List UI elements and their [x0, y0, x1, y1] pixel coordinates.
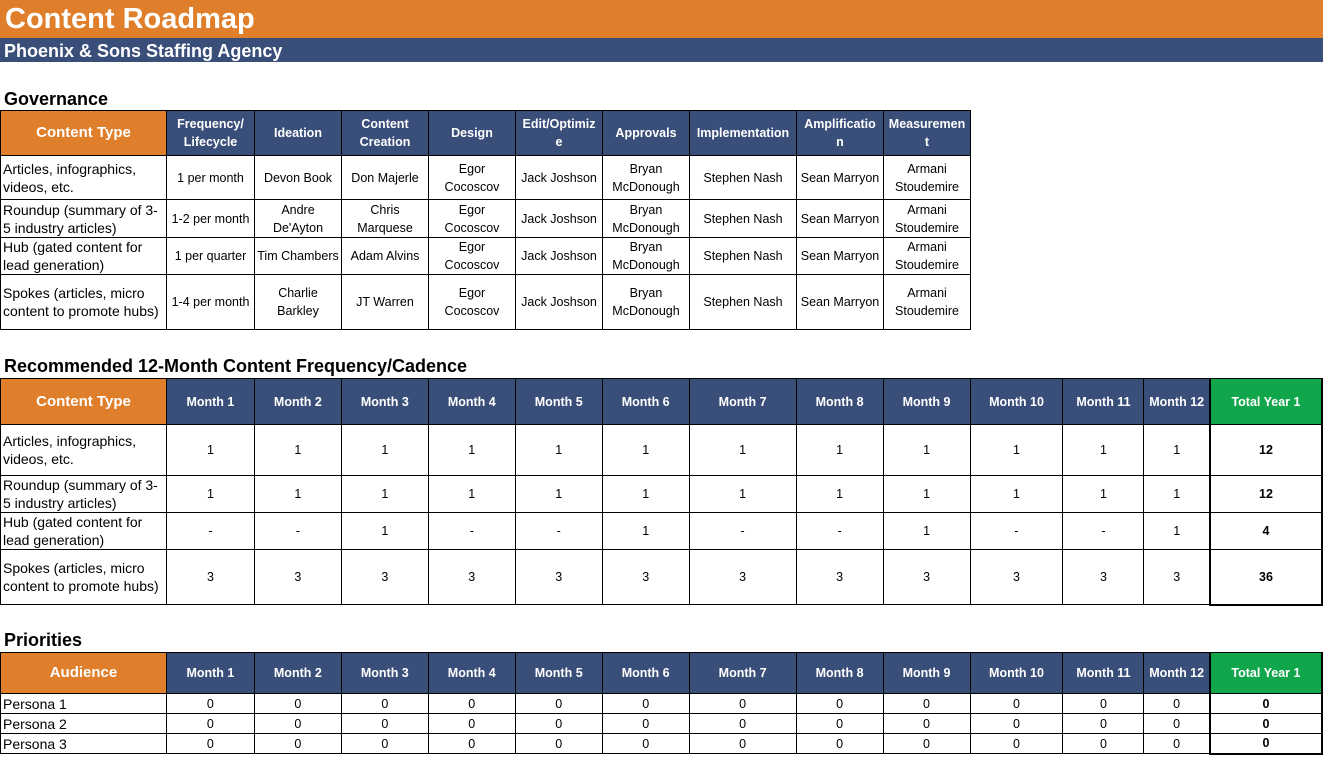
table-row [1, 513, 1323, 550]
priorities-cell: 0 [166, 714, 254, 734]
cadence-cell: Spokes (articles, micro content to promote hubs) [1, 550, 167, 605]
priorities-cell: 0 [1063, 694, 1144, 714]
governance-cell: Bryan McDonough [603, 275, 690, 330]
cadence-cell: - [796, 513, 883, 550]
cadence-cell: 1 [515, 425, 602, 476]
cadence-cell: 1 [254, 425, 341, 476]
governance-cell: Sean Marryon [797, 275, 884, 330]
cadence-cell: 3 [1063, 550, 1144, 605]
governance-cell: 1-4 per month [167, 275, 255, 330]
governance-cell: Bryan McDonough [603, 238, 690, 275]
cadence-cell: 1 [1144, 513, 1210, 550]
priorities-cell: 0 [341, 714, 428, 734]
cadence-header-9: Month 9 [883, 379, 970, 425]
cadence-cell: - [254, 513, 341, 550]
cadence-header-7: Month 7 [689, 379, 796, 425]
governance-cell: Egor Cocoscov [429, 275, 516, 330]
priorities-cell: 0 [796, 714, 883, 734]
cadence-cell: 3 [341, 550, 428, 605]
cadence-cell: 1 [341, 513, 428, 550]
priorities-cell: 0 [1210, 694, 1322, 714]
priorities-cell: 0 [602, 714, 689, 734]
priorities-header-4: Month 4 [428, 653, 515, 694]
governance-cell: Chris Marquese [342, 200, 429, 238]
cadence-header-8: Month 8 [796, 379, 883, 425]
priorities-cell: 0 [970, 714, 1063, 734]
cadence-cell: 1 [689, 425, 796, 476]
cadence-cell: 1 [166, 476, 254, 513]
governance-cell: Jack Joshson [516, 156, 603, 200]
cadence-cell: 3 [428, 550, 515, 605]
governance-header-0: Content Type [1, 111, 167, 156]
governance-header-6: Approvals [603, 111, 690, 156]
governance-cell: Charlie Barkley [255, 275, 342, 330]
priorities-cell: 0 [428, 734, 515, 754]
priorities-cell: 0 [689, 734, 796, 754]
cadence-header-4: Month 4 [428, 379, 515, 425]
governance-cell: Devon Book [255, 156, 342, 200]
cadence-cell: 1 [166, 425, 254, 476]
cadence-cell: 1 [1144, 425, 1210, 476]
priorities-cell: 0 [1063, 734, 1144, 754]
priorities-cell: 0 [689, 714, 796, 734]
governance-cell: Armani Stoudemire [884, 200, 971, 238]
table-row [1, 200, 971, 238]
subtitle-bar [0, 38, 1323, 62]
cadence-cell: 1 [515, 476, 602, 513]
priorities-title: Priorities [4, 630, 83, 650]
cadence-header-3: Month 3 [341, 379, 428, 425]
governance-cell: Stephen Nash [690, 238, 797, 275]
priorities-cell: 0 [254, 694, 341, 714]
cadence-cell: 1 [602, 513, 689, 550]
governance-title: Governance [4, 89, 109, 109]
governance-cell: Roundup (summary of 3-5 industry articles) [1, 200, 167, 238]
cadence-cell: 3 [883, 550, 970, 605]
cadence-cell: 3 [254, 550, 341, 605]
priorities-cell: 0 [883, 714, 970, 734]
cadence-cell: 36 [1210, 550, 1322, 605]
cadence-cell: 1 [796, 425, 883, 476]
governance-cell: Egor Cocoscov [429, 200, 516, 238]
governance-cell: Jack Joshson [516, 275, 603, 330]
cadence-cell: 1 [1063, 425, 1144, 476]
cadence-cell: 3 [602, 550, 689, 605]
cadence-cell: 1 [428, 476, 515, 513]
table-row [1, 694, 1323, 714]
governance-cell: Andre De'Ayton [255, 200, 342, 238]
priorities-cell: 0 [970, 694, 1063, 714]
priorities-cell: 0 [1063, 714, 1144, 734]
cadence-cell: Articles, infographics, videos, etc. [1, 425, 167, 476]
governance-cell: JT Warren [342, 275, 429, 330]
priorities-cell: 0 [970, 734, 1063, 754]
cadence-cell: 3 [970, 550, 1063, 605]
governance-header-4: Design [429, 111, 516, 156]
cadence-header-0: Content Type [1, 379, 167, 425]
cadence-cell: - [970, 513, 1063, 550]
priorities-cell: 0 [883, 694, 970, 714]
cadence-header-1: Month 1 [166, 379, 254, 425]
governance-header-1: Frequency/ Lifecycle [167, 111, 255, 156]
governance-cell: Articles, infographics, videos, etc. [1, 156, 167, 200]
cadence-cell: 1 [689, 476, 796, 513]
table-row [1, 476, 1323, 513]
cadence-cell: 12 [1210, 476, 1322, 513]
priorities-cell: 0 [1210, 734, 1322, 754]
governance-cell: Jack Joshson [516, 200, 603, 238]
governance-cell: Spokes (articles, micro content to promote hubs) [1, 275, 167, 330]
cadence-cell: - [428, 513, 515, 550]
governance-cell: Adam Alvins [342, 238, 429, 275]
cadence-cell: 3 [796, 550, 883, 605]
governance-cell: Bryan McDonough [603, 200, 690, 238]
priorities-header-12: Month 12 [1144, 653, 1210, 694]
table-row [1, 425, 1323, 476]
governance-header-3: Content Creation [342, 111, 429, 156]
cadence-cell: 1 [254, 476, 341, 513]
cadence-header-10: Month 10 [970, 379, 1063, 425]
priorities-cell: 0 [796, 734, 883, 754]
priorities-cell: 0 [796, 694, 883, 714]
priorities-cell: 0 [341, 694, 428, 714]
governance-cell: 1 per quarter [167, 238, 255, 275]
cadence-cell: 1 [428, 425, 515, 476]
governance-cell: Stephen Nash [690, 275, 797, 330]
priorities-cell: 0 [1210, 714, 1322, 734]
priorities-cell: 0 [166, 694, 254, 714]
cadence-cell: 1 [970, 476, 1063, 513]
priorities-header-8: Month 8 [796, 653, 883, 694]
priorities-cell: 0 [1144, 734, 1210, 754]
priorities-header-11: Month 11 [1063, 653, 1144, 694]
governance-cell: Armani Stoudemire [884, 275, 971, 330]
priorities-cell: 0 [428, 694, 515, 714]
cadence-cell: - [1063, 513, 1144, 550]
governance-cell: Hub (gated content for lead generation) [1, 238, 167, 275]
governance-cell: Sean Marryon [797, 200, 884, 238]
cadence-cell: 1 [883, 425, 970, 476]
cadence-cell: 1 [970, 425, 1063, 476]
cadence-cell: - [166, 513, 254, 550]
governance-cell: Don Majerle [342, 156, 429, 200]
governance-cell: Sean Marryon [797, 156, 884, 200]
governance-cell: Bryan McDonough [603, 156, 690, 200]
priorities-cell: 0 [1144, 714, 1210, 734]
priorities-header-6: Month 6 [602, 653, 689, 694]
governance-cell: 1-2 per month [167, 200, 255, 238]
governance-cell: Tim Chambers [255, 238, 342, 275]
table-row [1, 156, 971, 200]
cadence-header-11: Month 11 [1063, 379, 1144, 425]
cadence-cell: 1 [883, 513, 970, 550]
cadence-cell: 4 [1210, 513, 1322, 550]
table-row [1, 238, 971, 275]
governance-cell: Jack Joshson [516, 238, 603, 275]
governance-cell: Stephen Nash [690, 200, 797, 238]
priorities-cell: 0 [602, 734, 689, 754]
priorities-header-9: Month 9 [883, 653, 970, 694]
governance-cell: Stephen Nash [690, 156, 797, 200]
governance-header-9: Measuremen t [884, 111, 971, 156]
cadence-cell: 1 [1144, 476, 1210, 513]
governance-cell: Armani Stoudemire [884, 156, 971, 200]
governance-cell: Armani Stoudemire [884, 238, 971, 275]
priorities-cell: 0 [883, 734, 970, 754]
cadence-cell: 12 [1210, 425, 1322, 476]
priorities-cell: 0 [515, 734, 602, 754]
priorities-cell: 0 [341, 734, 428, 754]
governance-cell: 1 per month [167, 156, 255, 200]
governance-header-7: Implementation [690, 111, 797, 156]
governance-cell: Egor Cocoscov [429, 238, 516, 275]
company-name: Phoenix & Sons Staffing Agency [4, 41, 283, 61]
priorities-header-2: Month 2 [254, 653, 341, 694]
priorities-cell: 0 [254, 714, 341, 734]
cadence-cell: - [515, 513, 602, 550]
title-bar [0, 0, 1323, 38]
page-title: Content Roadmap [5, 3, 255, 35]
cadence-header-13: Total Year 1 [1210, 379, 1322, 425]
table-row [1, 550, 1323, 605]
cadence-cell: 1 [341, 425, 428, 476]
priorities-header-13: Total Year 1 [1210, 653, 1322, 694]
priorities-cell: 0 [515, 694, 602, 714]
governance-cell: Sean Marryon [797, 238, 884, 275]
cadence-cell: 1 [602, 425, 689, 476]
cadence-table [0, 378, 1323, 606]
governance-header-5: Edit/Optimiz e [516, 111, 603, 156]
cadence-cell: 1 [341, 476, 428, 513]
priorities-cell: Persona 2 [1, 714, 167, 734]
cadence-header-5: Month 5 [515, 379, 602, 425]
priorities-cell: 0 [689, 694, 796, 714]
cadence-header-6: Month 6 [602, 379, 689, 425]
priorities-header-5: Month 5 [515, 653, 602, 694]
cadence-title: Recommended 12-Month Content Frequency/Cadence [4, 356, 468, 376]
priorities-header-0: Audience [1, 653, 167, 694]
cadence-cell: 1 [883, 476, 970, 513]
governance-header-8: Amplificatio n [797, 111, 884, 156]
priorities-header-10: Month 10 [970, 653, 1063, 694]
cadence-header-12: Month 12 [1144, 379, 1210, 425]
governance-table [0, 110, 971, 330]
priorities-header-3: Month 3 [341, 653, 428, 694]
cadence-cell: 3 [166, 550, 254, 605]
priorities-cell: 0 [515, 714, 602, 734]
cadence-cell: 1 [602, 476, 689, 513]
governance-header-2: Ideation [255, 111, 342, 156]
priorities-cell: 0 [166, 734, 254, 754]
cadence-cell: - [689, 513, 796, 550]
governance-cell: Egor Cocoscov [429, 156, 516, 200]
cadence-cell: 3 [515, 550, 602, 605]
priorities-cell: Persona 1 [1, 694, 167, 714]
priorities-cell: 0 [254, 734, 341, 754]
cadence-cell: 1 [796, 476, 883, 513]
table-row [1, 714, 1323, 734]
cadence-cell: 3 [1144, 550, 1210, 605]
priorities-cell: 0 [602, 694, 689, 714]
cadence-cell: Hub (gated content for lead generation) [1, 513, 167, 550]
table-row [1, 734, 1323, 754]
cadence-header-2: Month 2 [254, 379, 341, 425]
priorities-cell: 0 [428, 714, 515, 734]
priorities-header-1: Month 1 [166, 653, 254, 694]
priorities-header-7: Month 7 [689, 653, 796, 694]
table-row [1, 275, 971, 330]
cadence-cell: 1 [1063, 476, 1144, 513]
cadence-cell: Roundup (summary of 3-5 industry articles) [1, 476, 167, 513]
priorities-table [0, 652, 1323, 755]
priorities-cell: 0 [1144, 694, 1210, 714]
cadence-cell: 3 [689, 550, 796, 605]
priorities-cell: Persona 3 [1, 734, 167, 754]
